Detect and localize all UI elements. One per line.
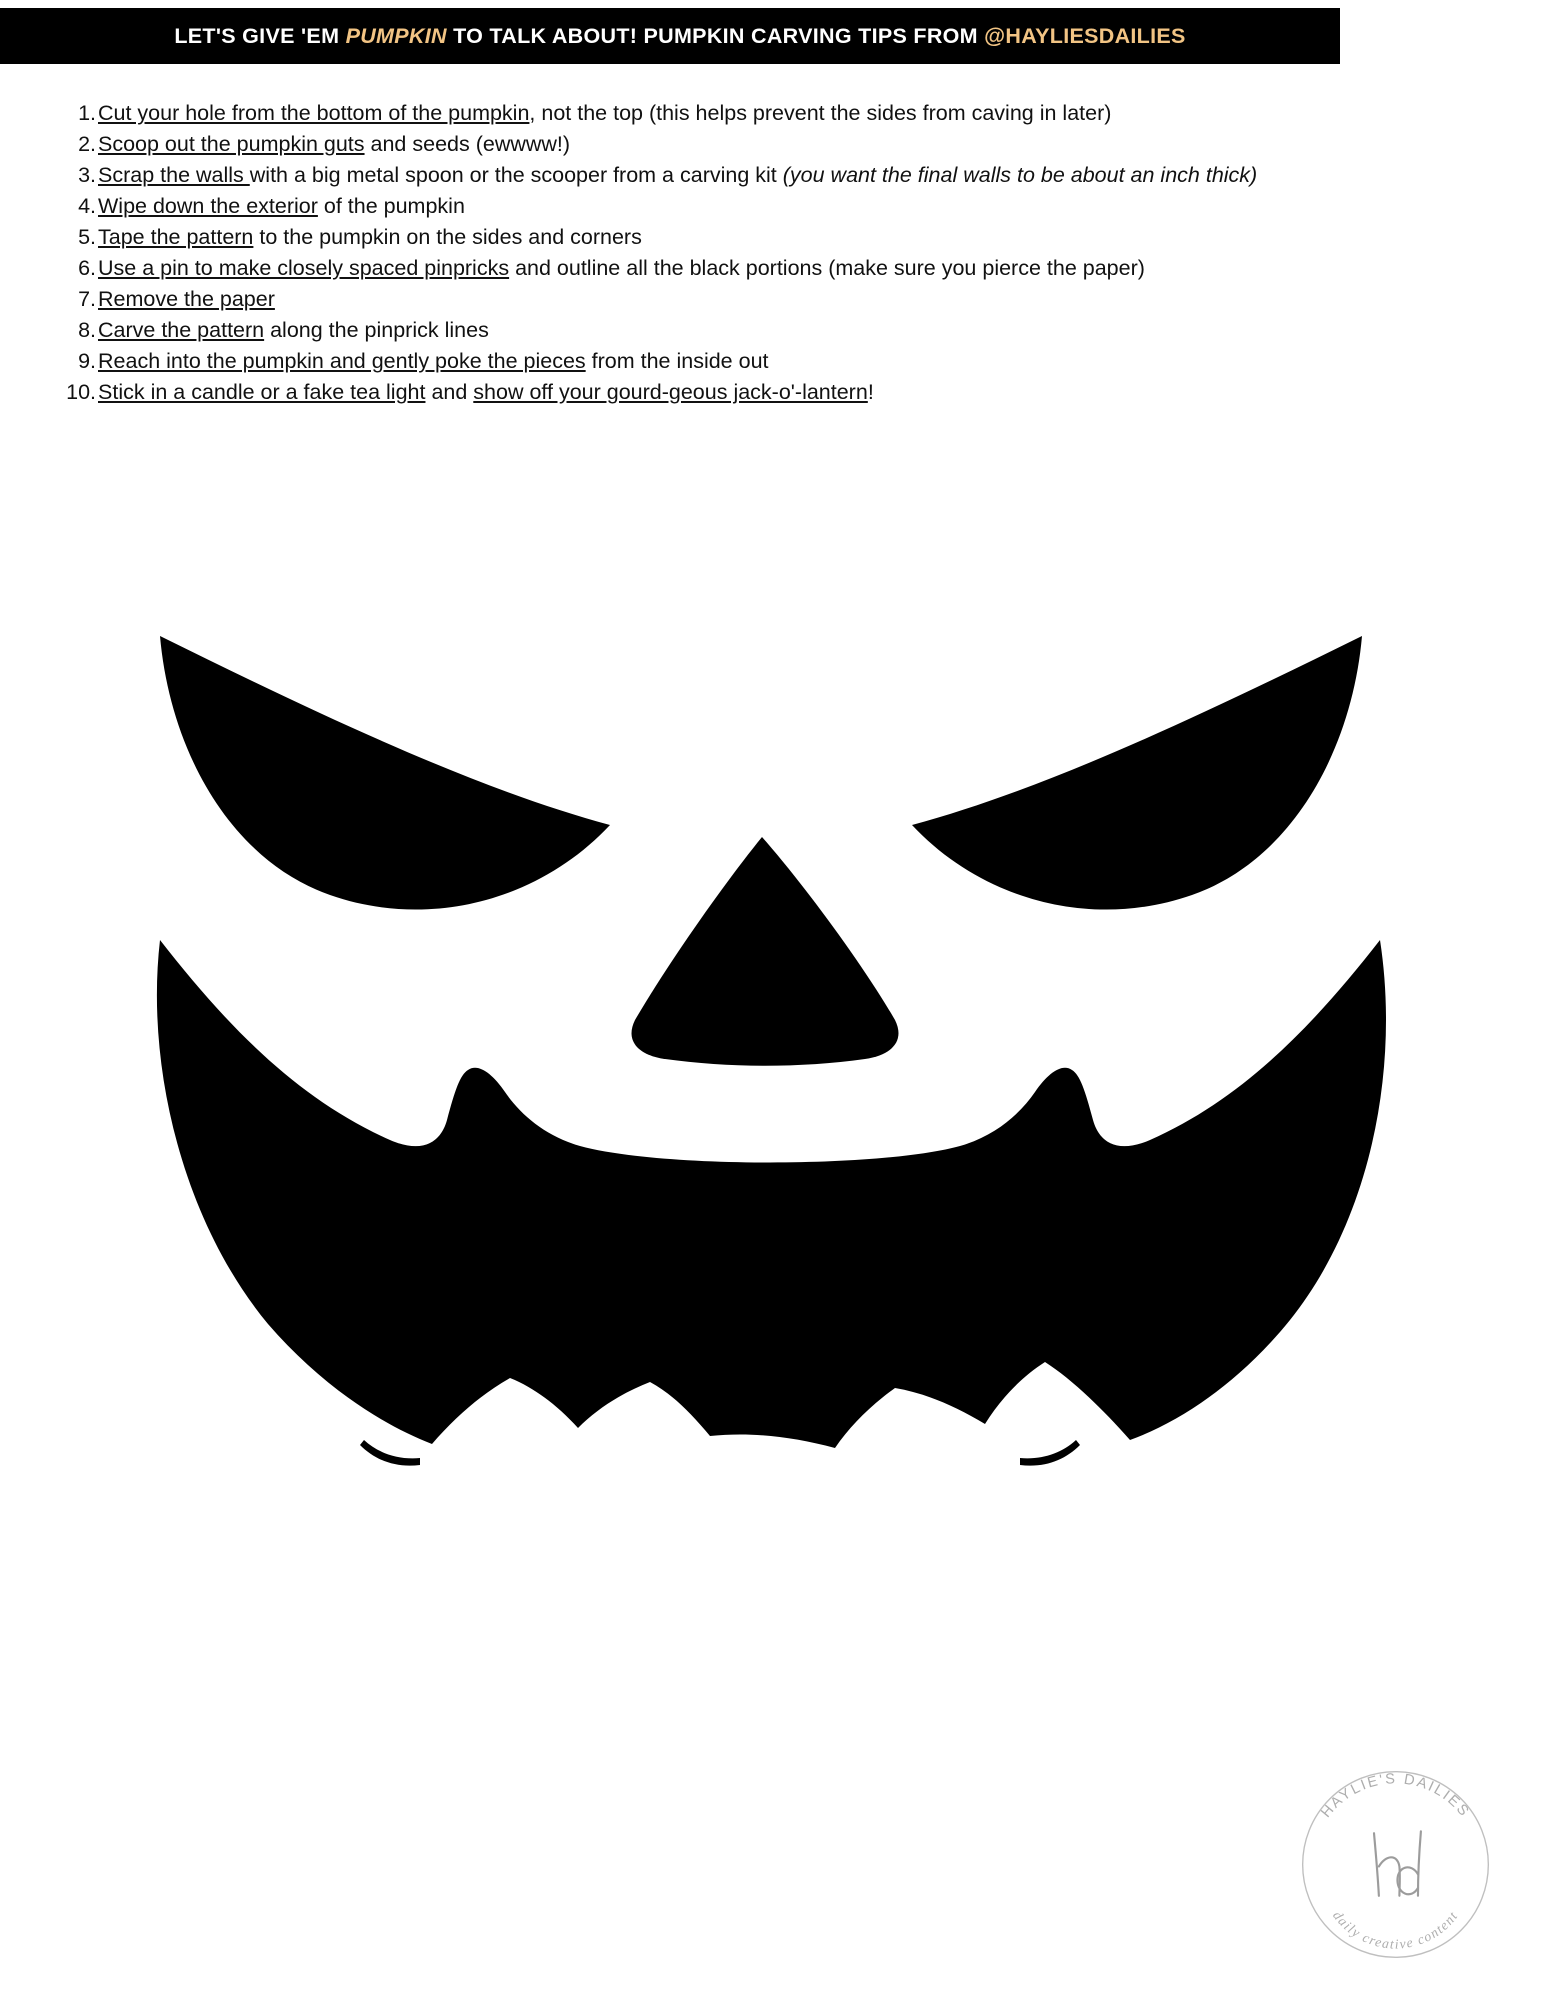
- logo-brand-text: HAYLIE'S DAILIES: [1318, 1771, 1473, 1821]
- list-item-emphasis: Remove the paper: [98, 287, 275, 311]
- list-item: [58, 377, 1488, 408]
- header-handle: @HAYLIESDAILIES: [984, 23, 1186, 48]
- list-item-number: 6.: [78, 256, 96, 280]
- header-title-part2: TO TALK ABOUT! PUMPKIN CARVING TIPS FROM: [446, 23, 985, 48]
- list-item-rest: of the pumpkin: [317, 194, 465, 218]
- list-item: [58, 160, 1488, 191]
- list-item-emphasis: Wipe down the exterior: [98, 194, 318, 218]
- list-item-number: 10.: [66, 380, 96, 404]
- list-item-text: [98, 222, 642, 253]
- list-item: [58, 346, 1488, 377]
- list-item: [58, 98, 1488, 129]
- list-item-rest: to the pumpkin on the sides and corners: [253, 225, 642, 249]
- list-item-text: [98, 129, 570, 160]
- list-item: [58, 284, 1488, 315]
- header-banner: [0, 8, 1340, 64]
- list-item: [58, 253, 1488, 284]
- list-item-rest-2: !: [867, 380, 874, 404]
- list-item-rest: and seeds (ewwww!): [364, 132, 571, 156]
- instructions-list: [58, 98, 1488, 408]
- list-item-text: [98, 377, 874, 408]
- list-item-italic-note: (you want the final walls to be about an inch thick): [782, 163, 1258, 187]
- list-item-number: 8.: [78, 318, 96, 342]
- chin-notch-left: [360, 1440, 420, 1466]
- list-item-rest: from the inside out: [585, 349, 769, 373]
- logo-tagline-text: daily creative content: [1329, 1907, 1461, 1952]
- chin-notch-right: [1020, 1440, 1080, 1466]
- list-item: [58, 222, 1488, 253]
- brand-logo-watermark: [1288, 1757, 1503, 1972]
- list-item-rest: with a big metal spoon or the scooper from a carving kit: [249, 163, 783, 187]
- list-item-number: 9.: [78, 349, 96, 373]
- list-item-rest: , not the top (this helps prevent the sides from caving in later): [529, 101, 1112, 125]
- list-item-text: [98, 253, 1145, 284]
- header-title-accent: PUMPKIN: [345, 23, 447, 48]
- list-item-emphasis: Reach into the pumpkin and gently poke the pieces: [98, 349, 586, 373]
- left-eye-shape: [160, 636, 610, 910]
- list-item-rest: and: [425, 380, 474, 404]
- list-item-number: 7.: [78, 287, 96, 311]
- list-item-number: 5.: [78, 225, 96, 249]
- list-item-text: [98, 98, 1111, 129]
- list-item: [58, 315, 1488, 346]
- list-item-rest: and outline all the black portions (make sure you pierce the paper): [509, 256, 1145, 280]
- list-item-text: [98, 284, 275, 315]
- header-title-part1: LET'S GIVE 'EM: [174, 23, 346, 48]
- list-item-emphasis-2: show off your gourd-geous jack-o'-lantern: [473, 380, 868, 404]
- logo-monogram: [1374, 1831, 1421, 1896]
- list-item-text: [98, 346, 769, 377]
- list-item-text: [98, 315, 489, 346]
- header-title: [174, 24, 1185, 49]
- list-item-number: 2.: [78, 132, 96, 156]
- list-item-emphasis: Use a pin to make closely spaced pinpricks: [98, 256, 510, 280]
- list-item-rest: along the pinprick lines: [264, 318, 489, 342]
- list-item-emphasis: Carve the pattern: [98, 318, 265, 342]
- list-item: [58, 129, 1488, 160]
- list-item-emphasis: Scrap the walls: [98, 163, 250, 187]
- list-item-emphasis: Cut your hole from the bottom of the pumpkin: [98, 101, 530, 125]
- list-item-emphasis: Tape the pattern: [98, 225, 254, 249]
- list-item-emphasis: Stick in a candle or a fake tea light: [98, 380, 426, 404]
- jack-o-lantern-face-artwork: [0, 600, 1545, 1500]
- list-item-number: 3.: [78, 163, 96, 187]
- nose-shape: [632, 837, 899, 1066]
- list-item-emphasis: Scoop out the pumpkin guts: [98, 132, 365, 156]
- list-item: [58, 191, 1488, 222]
- list-item-number: 4.: [78, 194, 96, 218]
- list-item-number: 1.: [78, 101, 96, 125]
- list-item-text: [98, 160, 1257, 191]
- list-item-text: [98, 191, 465, 222]
- right-eye-shape: [912, 636, 1362, 910]
